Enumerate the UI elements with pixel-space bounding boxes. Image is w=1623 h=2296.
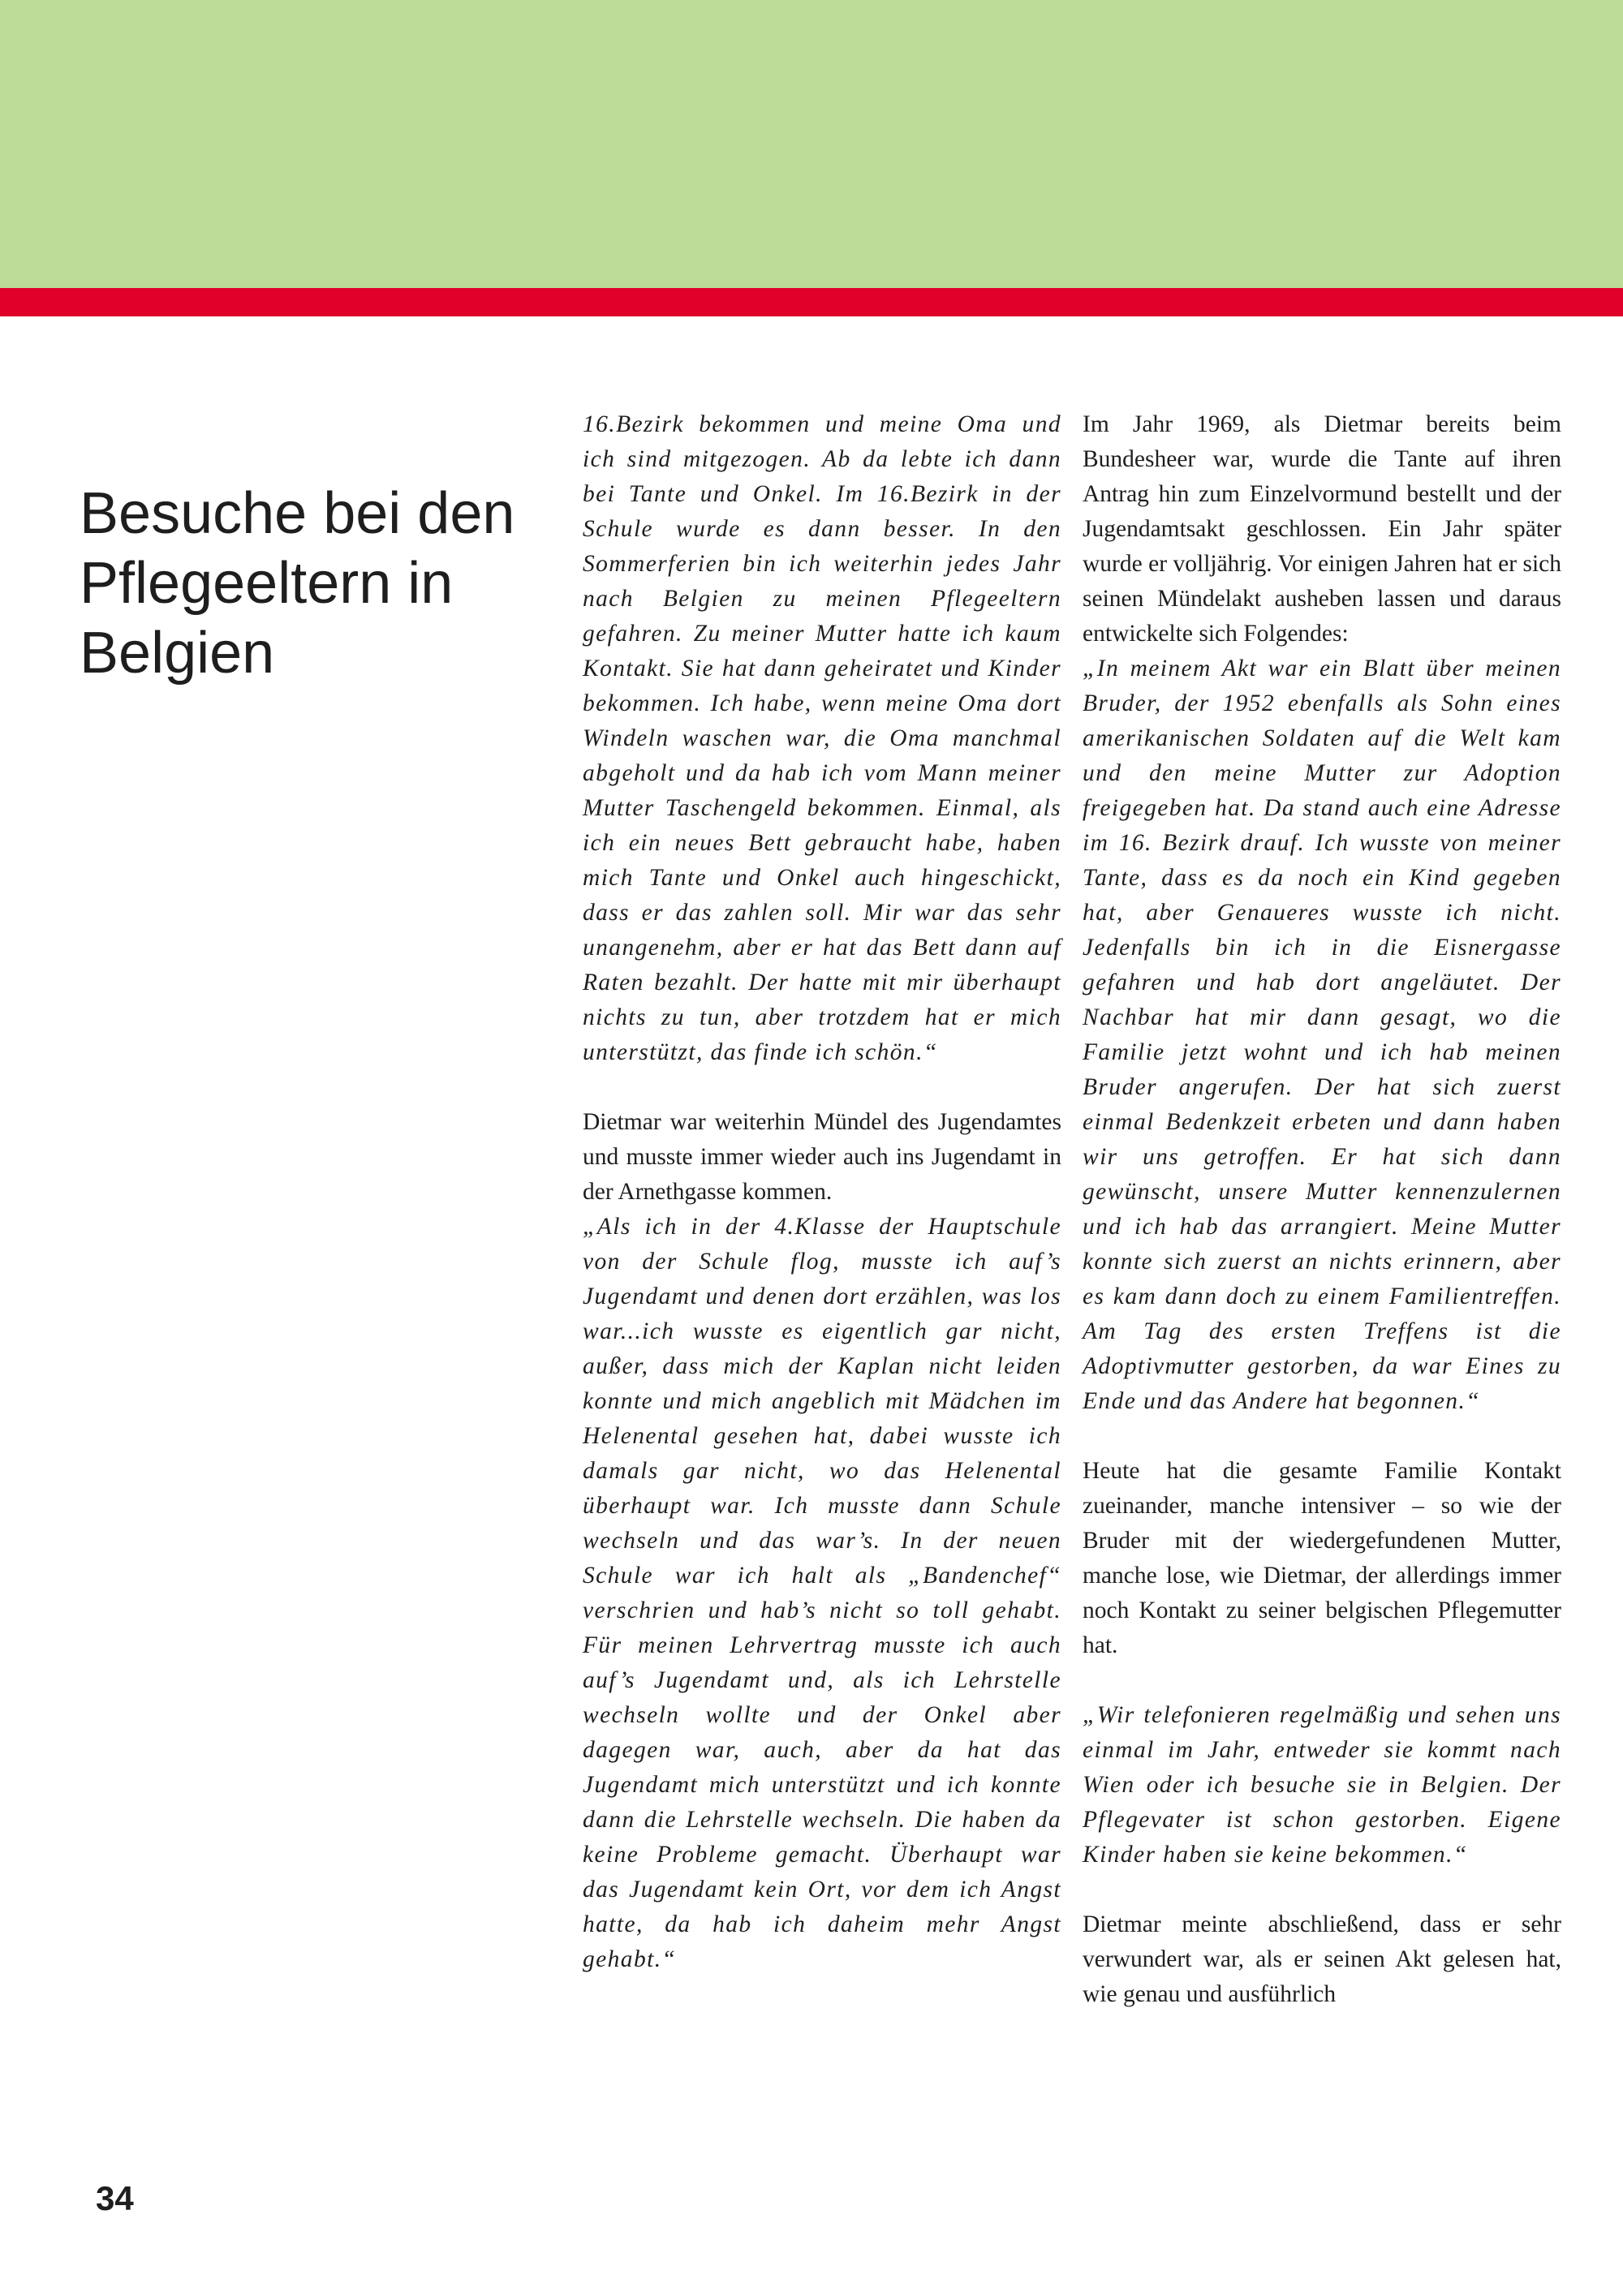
text-column-right [1083, 407, 1561, 2012]
quote-paragraph: „In meinem Akt war ein Blatt über meinen Bruder, der 1952 ebenfalls als Sohn eines amerikanischen Soldaten auf die Welt kam und den meine Mutter zur Adoption freigegeben hat. Da stand auch eine Adresse im 16. Bezirk drauf. Ich wusste von meiner Tante, dass es da noch ein Kind gegeben hat, aber Genaueres wusste ich nicht. Jedenfalls bin ich in die Eisnergasse gefahren und hab dort angeläutet. Der Nachbar hat mir dann gesagt, wo die Familie jetzt wohnt und ich hab meinen Bruder angerufen. Der hat sich zuerst einmal Bedenkzeit erbeten und dann haben wir uns getroffen. Er hat sich dann gewünscht, unsere Mutter kennenzulernen und ich hab das arrangiert. Meine Mutter konnte sich zuerst an nichts erinnern, aber es kam dann doch zu einem Familientreffen. Am Tag des ersten Treffens ist die Adoptivmutter gestorben, da war Eines zu Ende und das Andere hat begonnen.“ [1083, 656, 1561, 1414]
text-column-middle [583, 407, 1061, 1977]
header-green-band [0, 0, 1623, 288]
page-number: 34 [96, 2179, 134, 2217]
body-paragraph: Im Jahr 1969, als Dietmar bereits beim Bundesheer war, wurde die Tante auf ihren Antrag hin zum Einzelvormund bestellt und der Jugendamtsakt geschlossen. Ein Jahr später wurde er volljährig. Vor einigen Jahren hat er sich seinen Mündelakt ausheben lassen und daraus entwickelte sich Folgendes: [1083, 411, 1561, 647]
quote-paragraph: „Wir telefonieren regelmäßig und sehen uns einmal im Jahr, entweder sie kommt nach Wien oder ich besuche sie in Belgien. Der Pflegevater ist schon gestorben. Eigene Kinder haben sie keine bekommen.“ [1083, 1702, 1561, 1868]
body-paragraph: Dietmar meinte abschließend, dass er sehr verwundert war, als er seinen Akt gelesen hat, wie genau und ausführlich [1083, 1911, 1561, 2007]
body-paragraph: Dietmar war weiterhin Mündel des Jugendamtes und musste immer wieder auch ins Jugendamt in der Arnethgasse kommen. [583, 1109, 1061, 1205]
section-title: Besuche bei den Pflegeeltern in Belgien [80, 481, 515, 686]
body-paragraph: Heute hat die gesamte Familie Kontakt zueinander, manche intensiver – so wie der Bruder mit der wiedergefundenen Mutter, manche lose, wie Dietmar, der allerdings immer noch Kontakt zu seiner belgischen Pflegemutter hat. [1083, 1458, 1561, 1658]
header-red-stripe [0, 288, 1623, 316]
quote-paragraph: „Als ich in der 4.Klasse der Hauptschule von der Schule flog, musste ich auf’s Jugendamt und denen dort erzählen, was los war...ich wusste es eigentlich gar nicht, außer, dass mich der Kaplan nicht leiden konnte und mich angeblich mit Mädchen im Helenental gesehen hat, dabei wusste ich damals gar nicht, wo das Helenental überhaupt war. Ich musste dann Schule wechseln und das war’s. In der neuen Schule war ich halt als „Bandenchef“ verschrien und hab’s nicht so toll gehabt. Für meinen Lehrvertrag musste ich auch auf’s Jugendamt und, als ich Lehrstelle wechseln wollte und der Onkel aber dagegen war, auch, aber da hat das Jugendamt mich unterstützt und ich konnte dann die Lehrstelle wechseln. Die haben da keine Probleme gemacht. Überhaupt war das Jugendamt kein Ort, vor dem ich Angst hatte, da hab ich daheim mehr Angst gehabt.“ [583, 1214, 1061, 1972]
quote-paragraph: 16.Bezirk bekommen und meine Oma und ich sind mitgezogen. Ab da lebte ich dann bei Tante und Onkel. Im 16.Bezirk in der Schule wurde es dann besser. In den Sommerferien bin ich weiterhin jedes Jahr nach Belgien zu meinen Pflegeeltern gefahren. Zu meiner Mutter hatte ich kaum Kontakt. Sie hat dann geheiratet und Kinder bekommen. Ich habe, wenn meine Oma dort Windeln waschen war, die Oma manchmal abgeholt und da hab ich vom Mann meiner Mutter Taschengeld bekommen. Einmal, als ich ein neues Bett gebraucht habe, haben mich Tante und Onkel auch hingeschickt, dass er das zahlen soll. Mir war das sehr unangenehm, aber er hat das Bett dann auf Raten bezahlt. Der hatte mit mir überhaupt nichts zu tun, aber trotzdem hat er mich unterstützt, das finde ich schön.“ [583, 411, 1061, 1065]
